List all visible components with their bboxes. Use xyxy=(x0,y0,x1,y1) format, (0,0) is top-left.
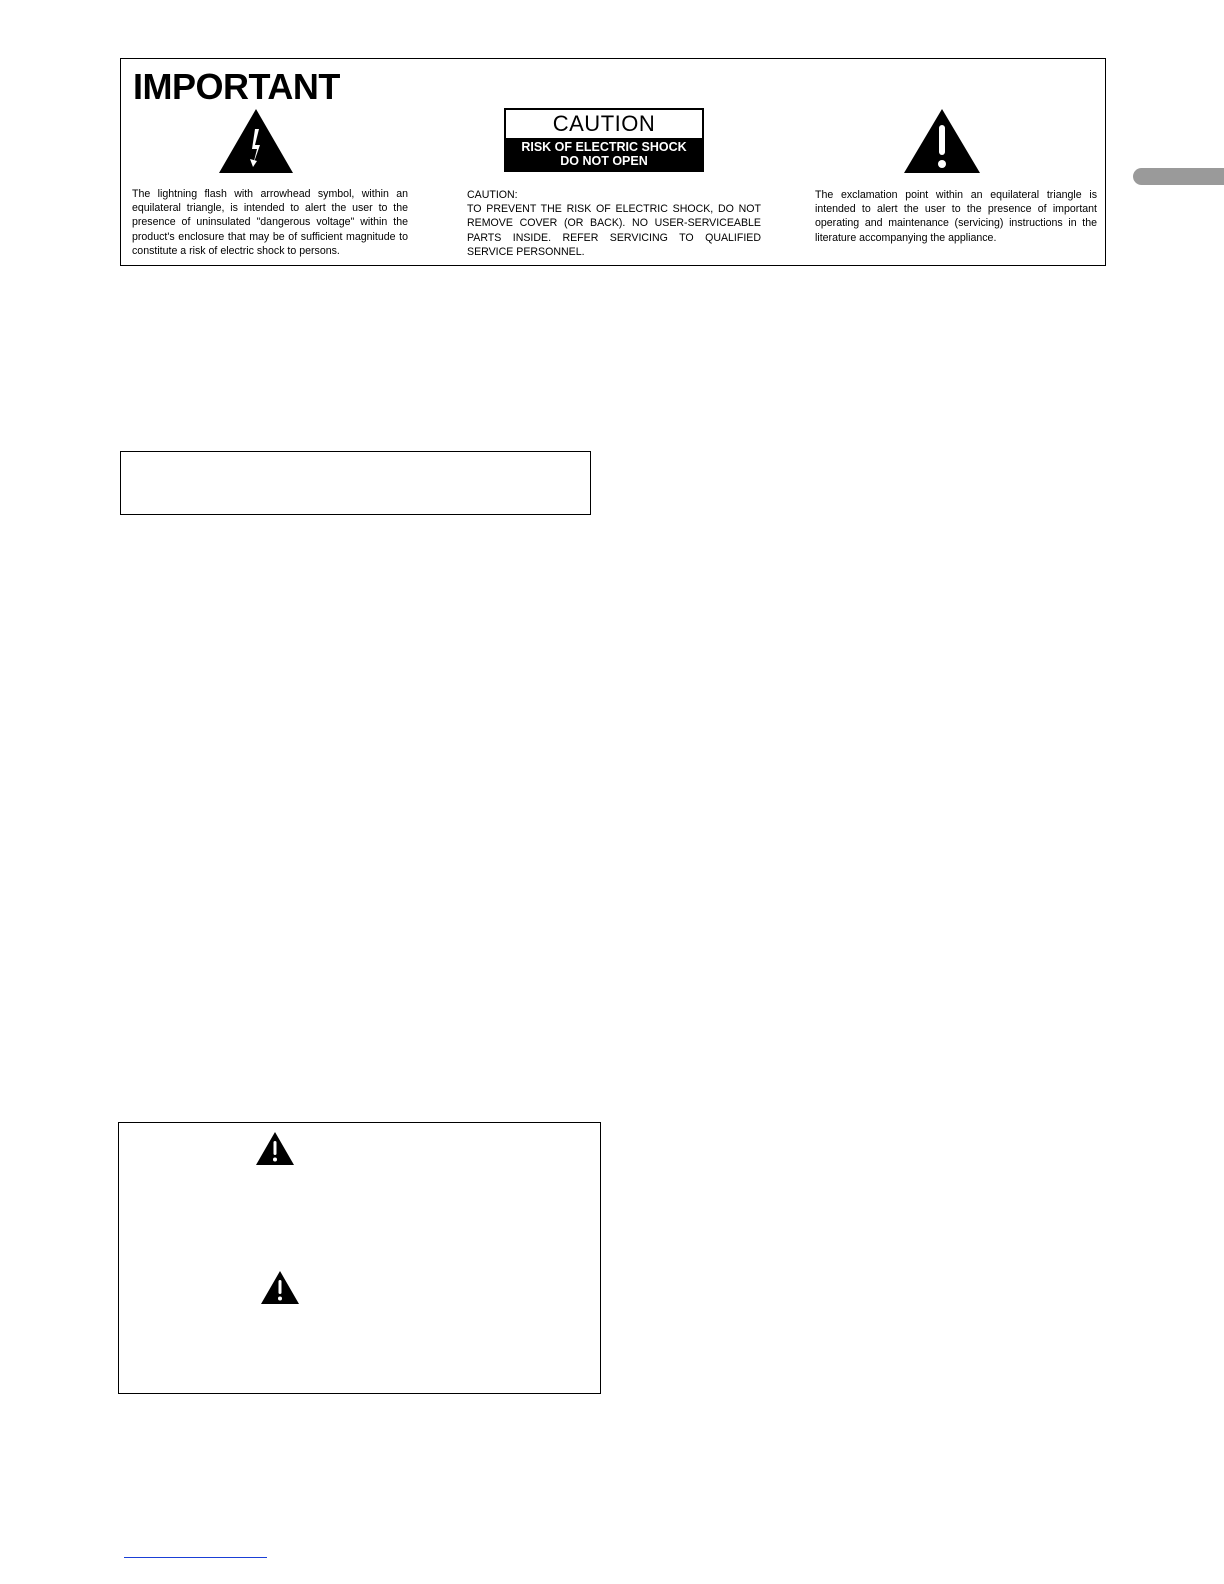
caution-label xyxy=(504,108,704,172)
caution-band-line1: RISK OF ELECTRIC SHOCK xyxy=(521,140,687,154)
caution-band-line2: DO NOT OPEN xyxy=(560,154,648,168)
notice-box xyxy=(120,451,591,515)
lightning-description: The lightning flash with arrowhead symbol, within an equilateral triangle, is intended to alert the user to the presence of uninsulated "dangerous voltage" within the product's enclosure that may be of sufficient magnitude to constitute a risk of electric shock to persons. xyxy=(132,188,408,257)
footer-rule xyxy=(124,1557,267,1558)
section-tab xyxy=(1133,168,1224,185)
important-title: IMPORTANT xyxy=(133,66,340,107)
caution-heading: CAUTION: xyxy=(467,189,518,201)
caution-word: CAUTION xyxy=(552,111,656,136)
caution-triangle-icon xyxy=(261,1271,299,1304)
lightning-triangle-icon xyxy=(219,109,293,173)
exclamation-triangle-icon xyxy=(904,109,980,173)
warning-caution-box xyxy=(118,1122,601,1394)
caution-body: TO PREVENT THE RISK OF ELECTRIC SHOCK, DO NOT REMOVE COVER (OR BACK). NO USER-SERVICEABLE PARTS INSIDE. REFER SERVICING TO QUALIFIED SERVICE PERSONNEL. xyxy=(467,203,761,258)
exclamation-description: The exclamation point within an equilateral triangle is intended to alert the user to the presence of important operating and maintenance (servicing) instructions in the literature accompanying the appliance. xyxy=(815,189,1097,244)
caution-description xyxy=(467,188,761,259)
caution-band xyxy=(506,138,702,170)
important-panel xyxy=(120,58,1106,266)
warning-triangle-icon xyxy=(256,1132,294,1165)
